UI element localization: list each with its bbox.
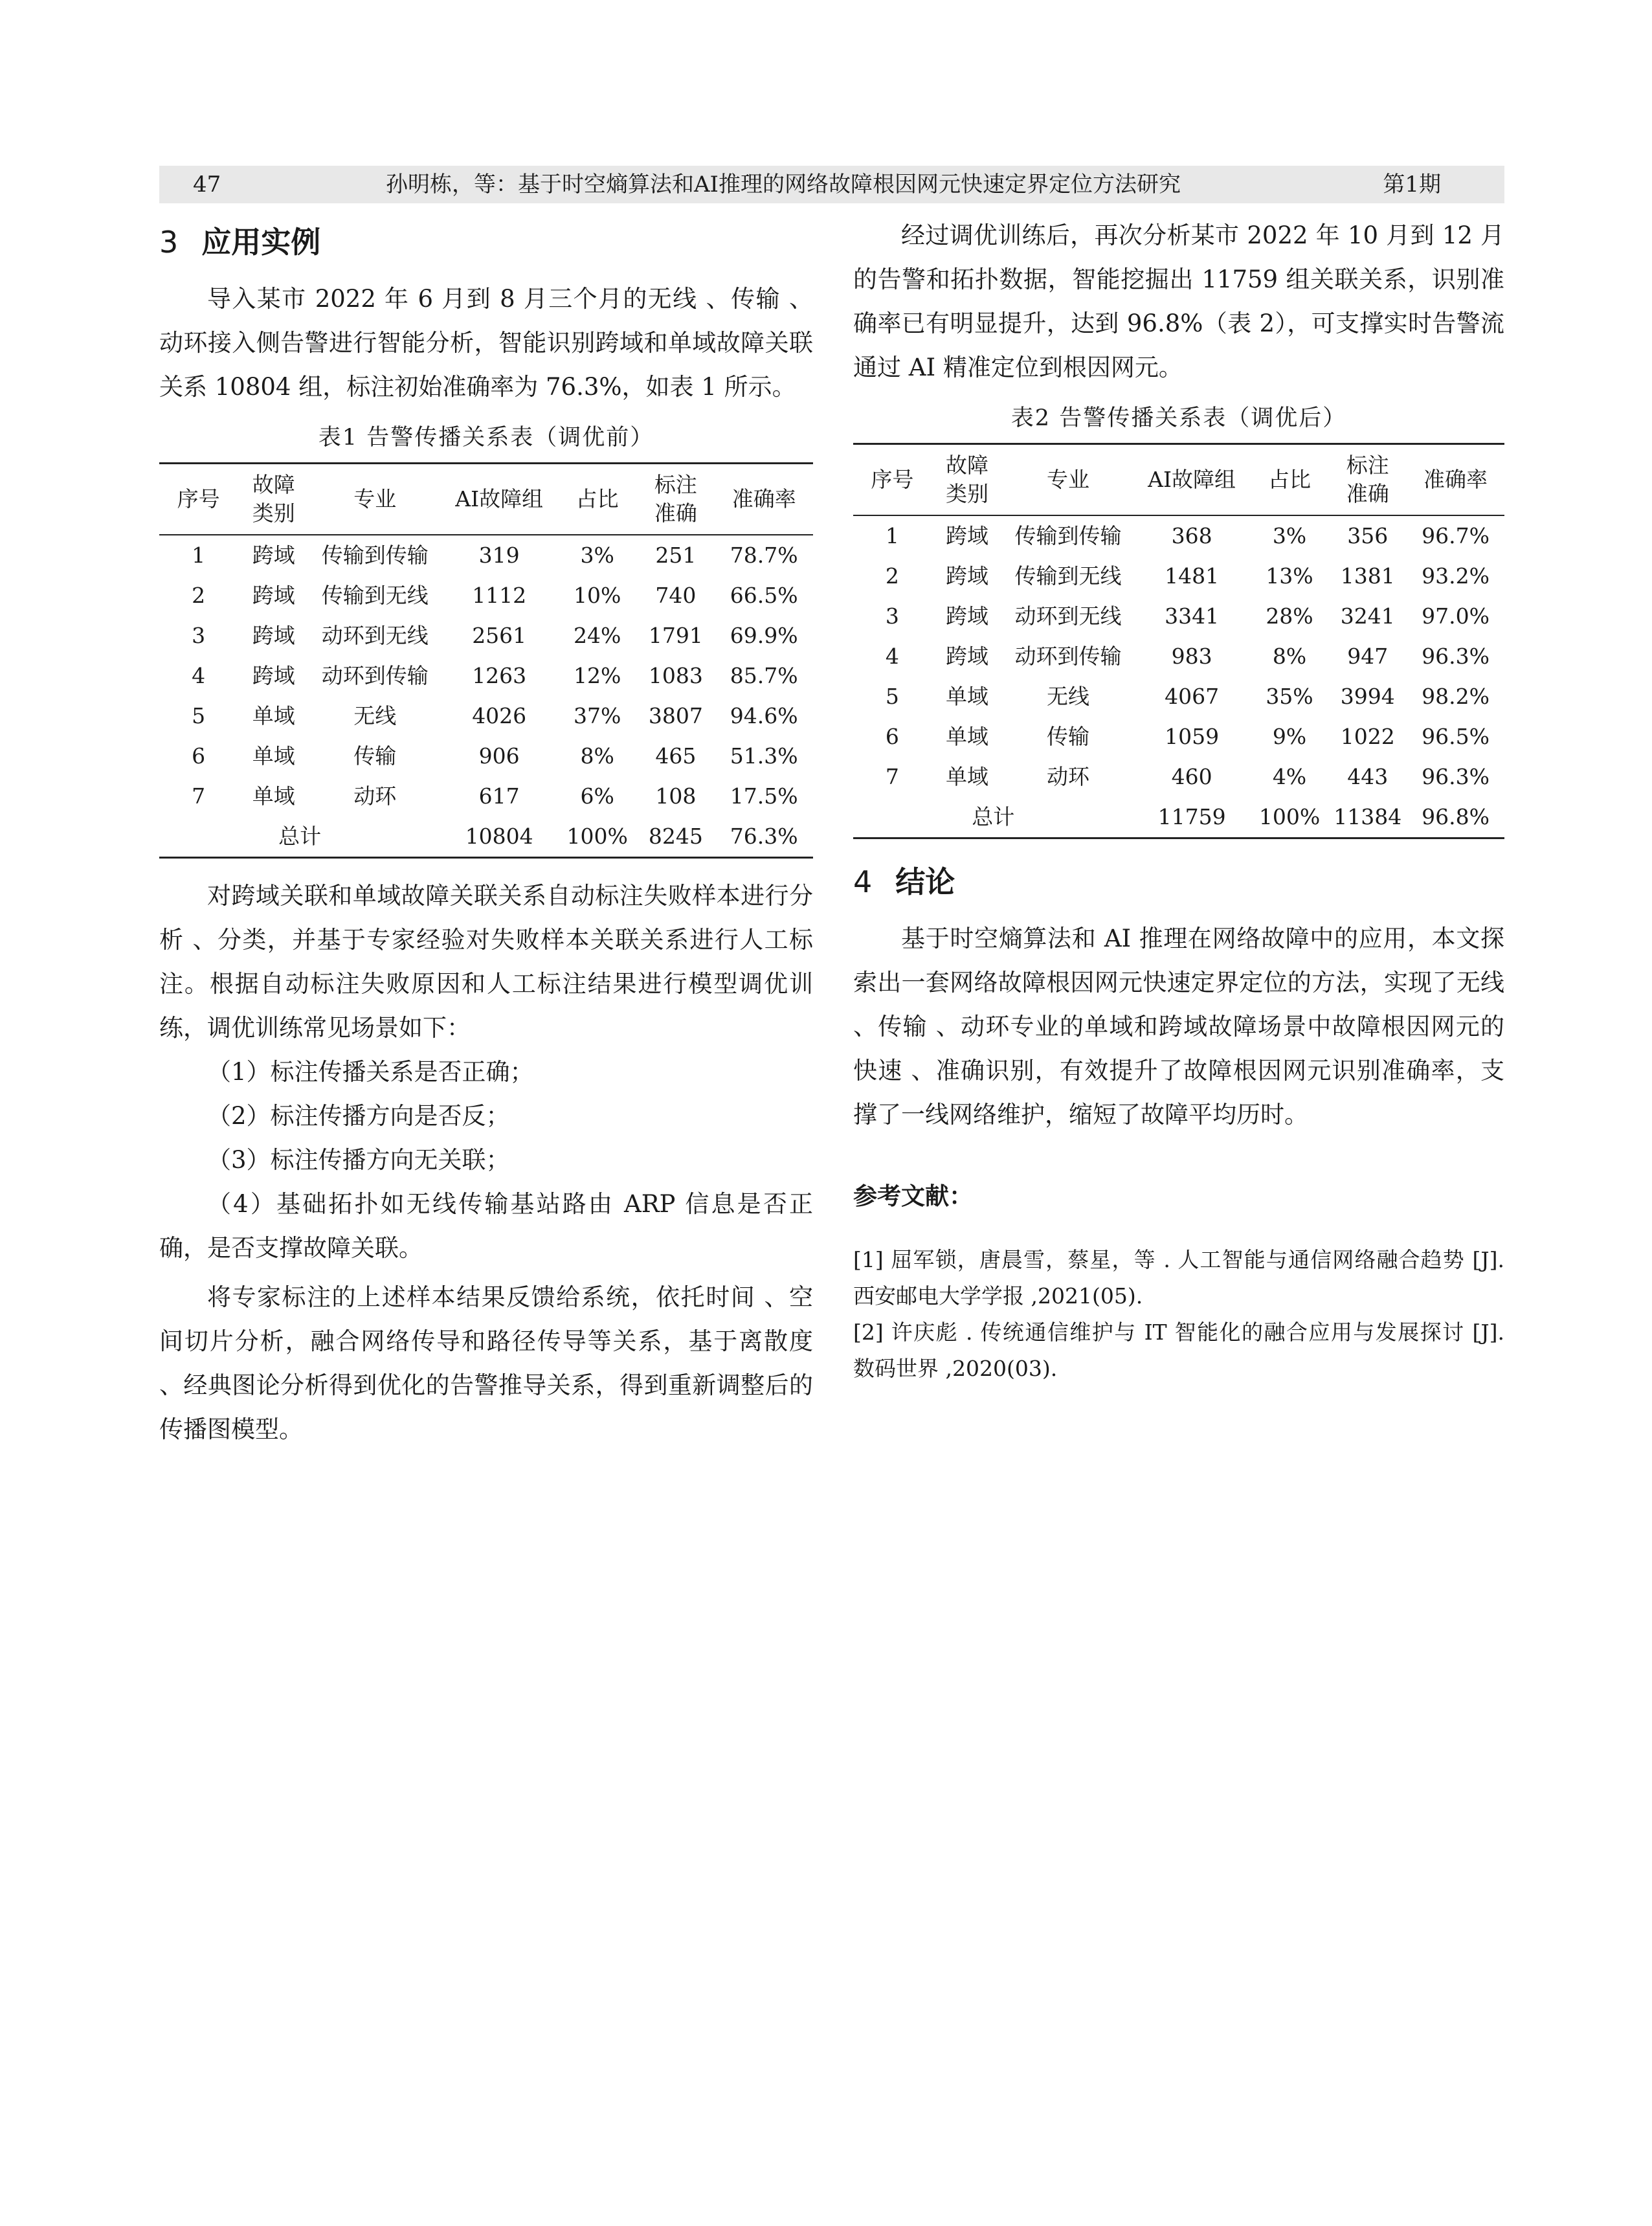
right-column — [853, 214, 1504, 1387]
table-row — [159, 535, 813, 576]
table-cell: 100% — [558, 816, 636, 858]
table-cell: 1791 — [648, 623, 703, 648]
table-row — [159, 696, 813, 736]
table-cell: 37% — [573, 703, 621, 728]
col-header: 序号 — [159, 464, 238, 535]
table-cell: 1263 — [472, 663, 527, 688]
col-header: 准确率 — [715, 464, 813, 535]
table-cell: 1 — [885, 523, 899, 548]
table-cell: 2561 — [472, 623, 527, 648]
table-cell: 1 — [192, 543, 206, 568]
table-cell: 10804 — [440, 816, 558, 858]
table-cell: 10% — [573, 583, 621, 608]
table-cell: 跨域 — [252, 583, 295, 608]
paragraph: 导入某市 2022 年 6 月到 8 月三个月的无线 、传输 、动环接入侧告警进行智能分析，智能识别跨域和单域故障关联关系 10804 组，标注初始准确率为 76.3%，如表 1 所示。 — [159, 285, 813, 401]
table-cell: 单域 — [946, 724, 989, 749]
table-cell: 动环到无线 — [1014, 603, 1122, 629]
table-cell: 传输到无线 — [1014, 563, 1122, 589]
col-header: 准确率 — [1407, 444, 1504, 516]
table-cell: 443 — [1347, 764, 1389, 789]
table-row — [159, 576, 813, 616]
table-cell: 动环到无线 — [321, 623, 429, 648]
table-body — [853, 515, 1504, 838]
table-cell: 94.6% — [730, 703, 798, 728]
col-header: 故障 类别 — [932, 444, 1003, 516]
table-cell: 17.5% — [730, 783, 798, 809]
section-title: 结论 — [895, 864, 955, 899]
list-item: （1）标注传播关系是否正确； — [207, 1058, 534, 1086]
table-cell: 97.0% — [1422, 603, 1490, 629]
table-cell: 78.7% — [730, 543, 798, 568]
paragraph: 对跨域关联和单域故障关联关系自动标注失败样本进行分析 、分类，并基于专家经验对失败样本关联关系进行人工标注。根据自动标注失败原因和人工标注结果进行模型调优训练，调优训练常见场景如下： — [159, 882, 813, 1042]
table-cell: 69.9% — [730, 623, 798, 648]
table-1-caption: 表1 告警传播关系表（调优前） — [318, 425, 654, 451]
table-2 — [853, 443, 1504, 839]
table-cell: 319 — [478, 543, 520, 568]
table-row — [853, 596, 1504, 636]
col-header: 专业 — [309, 464, 440, 535]
table-cell: 11759 — [1133, 797, 1251, 838]
table-cell: 5 — [192, 703, 206, 728]
table-row — [159, 736, 813, 776]
table-cell: 66.5% — [730, 583, 798, 608]
list-item: （3）标注传播方向无关联； — [207, 1146, 510, 1174]
paragraph: 将专家标注的上述样本结果反馈给系统，依托时间 、空间切片分析，融合网络传导和路径传导等关系，基于离散度 、经典图论分析得到优化的告警推导关系，得到重新调整后的传播图模型。 — [159, 1283, 813, 1443]
table-cell: 单域 — [252, 783, 295, 809]
table-cell: 跨域 — [946, 644, 989, 669]
table-cell: 76.3% — [715, 816, 813, 858]
table-cell: 13% — [1266, 563, 1313, 589]
running-title: 孙明栋，等：基于时空熵算法和AI推理的网络故障根因网元快速定界定位方法研究 — [386, 172, 1181, 197]
table-cell: 85.7% — [730, 663, 798, 688]
table-cell: 单域 — [946, 684, 989, 709]
table-cell: 4 — [192, 663, 206, 688]
table-cell: 3241 — [1340, 603, 1395, 629]
references-heading: 参考文献： — [853, 1182, 973, 1210]
table-row — [853, 636, 1504, 677]
table-1 — [159, 462, 813, 859]
table-header-row — [159, 464, 813, 535]
table-cell: 动环 — [1046, 764, 1089, 789]
col-header: AI故障组 — [1133, 444, 1251, 516]
reference-item: [2] 许庆彪 . 传统通信维护与 IT 智能化的融合应用与发展探讨 [J]. 数码世界 ,2020(03). — [853, 1320, 1504, 1381]
table-cell: 12% — [573, 663, 621, 688]
issue-number: 第1期 — [1383, 172, 1441, 197]
table-cell: 2 — [192, 583, 206, 608]
table-cell: 6 — [885, 724, 899, 749]
col-header: 标注 准确 — [1328, 444, 1407, 516]
section-4-heading — [853, 856, 1504, 908]
table-cell: 单域 — [946, 764, 989, 789]
table-cell: 1381 — [1340, 563, 1395, 589]
table-cell: 3 — [885, 603, 899, 629]
table-cell: 跨域 — [946, 603, 989, 629]
table-cell: 跨域 — [252, 543, 295, 568]
table-cell: 3994 — [1340, 684, 1395, 709]
col-header: AI故障组 — [440, 464, 558, 535]
page-number: 47 — [193, 172, 221, 197]
table-body — [159, 535, 813, 858]
table-cell: 96.7% — [1422, 523, 1490, 548]
table-cell: 跨域 — [252, 663, 295, 688]
table-cell: 96.3% — [1422, 644, 1490, 669]
table-cell: 6% — [580, 783, 614, 809]
table-row — [853, 515, 1504, 556]
table-cell: 单域 — [252, 743, 295, 769]
table-row — [159, 616, 813, 656]
paragraph: 基于时空熵算法和 AI 推理在网络故障中的应用，本文探索出一套网络故障根因网元快速定界定位的方法，实现了无线 、传输 、动环专业的单域和跨域故障场景中故障根因网元的快速 、准确识别，有效提升了故障根因网元识别准确率，支撑了一线网络维护，缩短了故障平均历时。 — [853, 925, 1504, 1129]
table-cell: 4 — [885, 644, 899, 669]
table-row — [159, 776, 813, 816]
table-cell: 460 — [1171, 764, 1212, 789]
table-cell: 28% — [1266, 603, 1313, 629]
table-cell: 906 — [478, 743, 520, 769]
table-cell: 跨域 — [946, 523, 989, 548]
section-number: 4 — [853, 864, 873, 899]
table-cell: 108 — [655, 783, 697, 809]
table-cell: 3807 — [648, 703, 703, 728]
table-cell: 传输 — [353, 743, 397, 769]
table-cell: 100% — [1251, 797, 1329, 838]
table-cell: 4067 — [1165, 684, 1220, 709]
table-row — [159, 656, 813, 696]
table-cell: 356 — [1347, 523, 1389, 548]
table-cell: 动环 — [353, 783, 397, 809]
list-item: （4）基础拓扑如无线传输基站路由 ARP 信息是否正确，是否支撑故障关联。 — [159, 1190, 813, 1262]
table-cell: 4% — [1272, 764, 1307, 789]
total-label: 总计 — [159, 816, 440, 858]
table-cell: 3341 — [1165, 603, 1220, 629]
table-cell: 24% — [573, 623, 621, 648]
paragraph: 经过调优训练后，再次分析某市 2022 年 10 月到 12 月的告警和拓扑数据，智能挖掘出 11759 组关联关系，识别准确率已有明显提升，达到 96.8%（表 2），可支撑实时告警流通过 AI 精准定位到根因网元。 — [853, 221, 1504, 381]
table-cell: 传输到传输 — [1014, 523, 1122, 548]
table-cell: 6 — [192, 743, 206, 769]
table-cell: 跨域 — [946, 563, 989, 589]
table-cell: 3% — [1272, 523, 1307, 548]
section-3-heading — [159, 216, 813, 268]
table-cell: 传输到传输 — [321, 543, 429, 568]
table-cell: 9% — [1272, 724, 1307, 749]
table-row — [853, 677, 1504, 717]
table-cell: 93.2% — [1422, 563, 1490, 589]
table-cell: 7 — [192, 783, 206, 809]
table-cell: 96.3% — [1422, 764, 1490, 789]
table-cell: 3 — [192, 623, 206, 648]
table-cell: 98.2% — [1422, 684, 1490, 709]
table-cell: 2 — [885, 563, 899, 589]
left-column — [159, 214, 813, 1452]
table-cell: 947 — [1347, 644, 1389, 669]
table-cell: 35% — [1266, 684, 1313, 709]
table-2-caption: 表2 告警传播关系表（调优后） — [1010, 405, 1347, 431]
table-cell: 1022 — [1340, 724, 1395, 749]
table-row — [853, 757, 1504, 797]
table-cell: 无线 — [353, 703, 397, 728]
table-cell: 动环到传输 — [321, 663, 429, 688]
table-cell: 11384 — [1328, 797, 1407, 838]
col-header: 故障 类别 — [238, 464, 309, 535]
table-cell: 1083 — [648, 663, 703, 688]
section-title: 应用实例 — [201, 225, 321, 260]
reference-item: [1] 屈军锁，唐晨雪，蔡星，等 . 人工智能与通信网络融合趋势 [J]. 西安邮电大学学报 ,2021(05). — [853, 1247, 1504, 1309]
table-cell: 1112 — [472, 583, 527, 608]
table-cell: 3% — [580, 543, 614, 568]
table-cell: 740 — [655, 583, 697, 608]
table-row — [853, 556, 1504, 596]
table-cell: 4026 — [472, 703, 527, 728]
table-cell: 传输到无线 — [321, 583, 429, 608]
table-total-row — [853, 797, 1504, 838]
table-row — [853, 717, 1504, 757]
table-cell: 51.3% — [730, 743, 798, 769]
table-cell: 96.8% — [1407, 797, 1504, 838]
total-label: 总计 — [853, 797, 1133, 838]
table-cell: 1481 — [1165, 563, 1220, 589]
table-cell: 465 — [655, 743, 697, 769]
table-cell: 251 — [655, 543, 697, 568]
table-cell: 5 — [885, 684, 899, 709]
col-header: 序号 — [853, 444, 932, 516]
table-header-row — [853, 444, 1504, 516]
list-item: （2）标注传播方向是否反； — [207, 1102, 510, 1130]
col-header: 占比 — [558, 464, 636, 535]
table-cell: 96.5% — [1422, 724, 1490, 749]
table-cell: 无线 — [1046, 684, 1089, 709]
section-number: 3 — [159, 225, 179, 260]
table-cell: 983 — [1171, 644, 1212, 669]
table-cell: 跨域 — [252, 623, 295, 648]
table-cell: 单域 — [252, 703, 295, 728]
col-header: 专业 — [1003, 444, 1133, 516]
running-header — [159, 166, 1504, 203]
table-cell: 617 — [478, 783, 520, 809]
table-cell: 动环到传输 — [1014, 644, 1122, 669]
table-cell: 8% — [1272, 644, 1307, 669]
table-cell: 传输 — [1046, 724, 1089, 749]
col-header: 标注 准确 — [636, 464, 715, 535]
table-cell: 7 — [885, 764, 899, 789]
table-cell: 8% — [580, 743, 614, 769]
table-cell: 1059 — [1165, 724, 1220, 749]
table-cell: 368 — [1171, 523, 1212, 548]
col-header: 占比 — [1251, 444, 1329, 516]
table-total-row — [159, 816, 813, 858]
table-cell: 8245 — [636, 816, 715, 858]
